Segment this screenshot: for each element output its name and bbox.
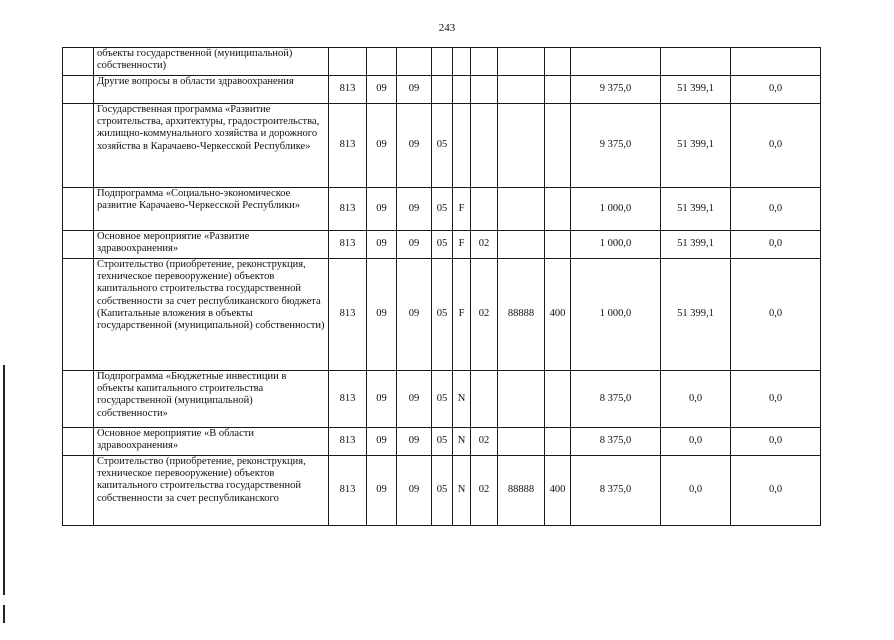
activity-code	[471, 76, 498, 104]
index-cell	[63, 76, 94, 104]
expense-type-code: 400	[545, 456, 571, 526]
row-name: Строительство (приобретение, реконструкция, техническое перевооружение) объектов капитального строительства государственной собственности за счет республиканского бюджета (Капитальные вложения в объекты государственной (муниципальной) собственности)	[94, 259, 329, 371]
scan-edge-mark	[3, 365, 5, 595]
subprogram-code	[453, 48, 471, 76]
amount-1: 1 000,0	[571, 259, 661, 371]
page-number: 243	[438, 22, 456, 34]
subsection-code: 09	[397, 259, 432, 371]
subsection-code: 09	[397, 371, 432, 428]
index-cell	[63, 428, 94, 456]
expense-type-code	[545, 231, 571, 259]
expense-type-code	[545, 48, 571, 76]
table-row	[63, 76, 821, 104]
amount-1: 1 000,0	[571, 231, 661, 259]
row-name: объекты государственной (муниципальной) собственности)	[94, 48, 329, 76]
amount-1	[571, 48, 661, 76]
subsection-code: 09	[397, 76, 432, 104]
activity-code: 02	[471, 456, 498, 526]
table-row	[63, 48, 821, 76]
expense-type-code	[545, 428, 571, 456]
amount-2: 51 399,1	[661, 76, 731, 104]
budget-table	[62, 47, 821, 526]
direction-code	[498, 428, 545, 456]
activity-code: 02	[471, 428, 498, 456]
subprogram-code: N	[453, 428, 471, 456]
index-cell	[63, 231, 94, 259]
row-name: Подпрограмма «Бюджетные инвестиции в объекты капитального строительства государственной (муниципальной) собственности»	[94, 371, 329, 428]
subprogram-code: N	[453, 371, 471, 428]
program-code: 05	[432, 188, 453, 231]
ministry-code: 813	[329, 259, 367, 371]
amount-2: 51 399,1	[661, 231, 731, 259]
program-code: 05	[432, 428, 453, 456]
program-code	[432, 48, 453, 76]
amount-3: 0,0	[731, 259, 821, 371]
row-name: Строительство (приобретение, реконструкция, техническое перевооружение) объектов капитального строительства государственной собственности за счет республиканского	[94, 456, 329, 526]
row-name: Основное мероприятие «Развитие здравоохранения»	[94, 231, 329, 259]
ministry-code: 813	[329, 76, 367, 104]
amount-2: 51 399,1	[661, 259, 731, 371]
amount-1: 8 375,0	[571, 456, 661, 526]
ministry-code: 813	[329, 104, 367, 188]
table-row	[63, 259, 821, 371]
expense-type-code	[545, 371, 571, 428]
ministry-code	[329, 48, 367, 76]
amount-1: 8 375,0	[571, 428, 661, 456]
amount-2: 0,0	[661, 428, 731, 456]
table-row	[63, 104, 821, 188]
amount-2: 51 399,1	[661, 104, 731, 188]
activity-code: 02	[471, 259, 498, 371]
table-row	[63, 231, 821, 259]
subprogram-code	[453, 76, 471, 104]
amount-2: 0,0	[661, 371, 731, 428]
amount-3: 0,0	[731, 371, 821, 428]
expense-type-code	[545, 104, 571, 188]
row-name: Подпрограмма «Социально-экономическое развитие Карачаево-Черкесской Республики»	[94, 188, 329, 231]
index-cell	[63, 371, 94, 428]
expense-type-code	[545, 76, 571, 104]
direction-code	[498, 371, 545, 428]
direction-code	[498, 231, 545, 259]
direction-code	[498, 188, 545, 231]
program-code: 05	[432, 371, 453, 428]
section-code	[367, 48, 397, 76]
subsection-code: 09	[397, 188, 432, 231]
ministry-code: 813	[329, 231, 367, 259]
subsection-code	[397, 48, 432, 76]
program-code: 05	[432, 456, 453, 526]
index-cell	[63, 104, 94, 188]
section-code: 09	[367, 259, 397, 371]
activity-code	[471, 104, 498, 188]
activity-code	[471, 48, 498, 76]
ministry-code: 813	[329, 371, 367, 428]
table-row	[63, 371, 821, 428]
direction-code	[498, 76, 545, 104]
section-code: 09	[367, 428, 397, 456]
amount-2: 0,0	[661, 456, 731, 526]
subsection-code: 09	[397, 104, 432, 188]
row-name: Основное мероприятие «В области здравоохранения»	[94, 428, 329, 456]
table-row	[63, 428, 821, 456]
expense-type-code: 400	[545, 259, 571, 371]
expense-type-code	[545, 188, 571, 231]
activity-code: 02	[471, 231, 498, 259]
direction-code: 88888	[498, 456, 545, 526]
subprogram-code	[453, 104, 471, 188]
subprogram-code: N	[453, 456, 471, 526]
amount-2: 51 399,1	[661, 188, 731, 231]
amount-3: 0,0	[731, 104, 821, 188]
ministry-code: 813	[329, 188, 367, 231]
table-row	[63, 456, 821, 526]
program-code: 05	[432, 104, 453, 188]
direction-code: 88888	[498, 259, 545, 371]
table-row	[63, 188, 821, 231]
program-code: 05	[432, 231, 453, 259]
section-code: 09	[367, 456, 397, 526]
section-code: 09	[367, 371, 397, 428]
amount-1: 9 375,0	[571, 76, 661, 104]
amount-3: 0,0	[731, 231, 821, 259]
subsection-code: 09	[397, 428, 432, 456]
row-name: Государственная программа «Развитие строительства, архитектуры, градостроительства, жилищно-коммунального хозяйства и дорожного хозяйства в Карачаево-Черкесской Республике»	[94, 104, 329, 188]
section-code: 09	[367, 104, 397, 188]
section-code: 09	[367, 76, 397, 104]
direction-code	[498, 48, 545, 76]
index-cell	[63, 188, 94, 231]
subprogram-code: F	[453, 259, 471, 371]
amount-3: 0,0	[731, 76, 821, 104]
subprogram-code: F	[453, 231, 471, 259]
amount-1: 8 375,0	[571, 371, 661, 428]
amount-2	[661, 48, 731, 76]
index-cell	[63, 48, 94, 76]
ministry-code: 813	[329, 456, 367, 526]
amount-1: 1 000,0	[571, 188, 661, 231]
row-name: Другие вопросы в области здравоохранения	[94, 76, 329, 104]
scan-edge-mark	[3, 605, 5, 623]
subprogram-code: F	[453, 188, 471, 231]
ministry-code: 813	[329, 428, 367, 456]
activity-code	[471, 188, 498, 231]
activity-code	[471, 371, 498, 428]
program-code	[432, 76, 453, 104]
amount-1: 9 375,0	[571, 104, 661, 188]
program-code: 05	[432, 259, 453, 371]
amount-3: 0,0	[731, 188, 821, 231]
subsection-code: 09	[397, 456, 432, 526]
index-cell	[63, 259, 94, 371]
amount-3: 0,0	[731, 456, 821, 526]
index-cell	[63, 456, 94, 526]
section-code: 09	[367, 231, 397, 259]
amount-3: 0,0	[731, 428, 821, 456]
subsection-code: 09	[397, 231, 432, 259]
amount-3	[731, 48, 821, 76]
direction-code	[498, 104, 545, 188]
section-code: 09	[367, 188, 397, 231]
